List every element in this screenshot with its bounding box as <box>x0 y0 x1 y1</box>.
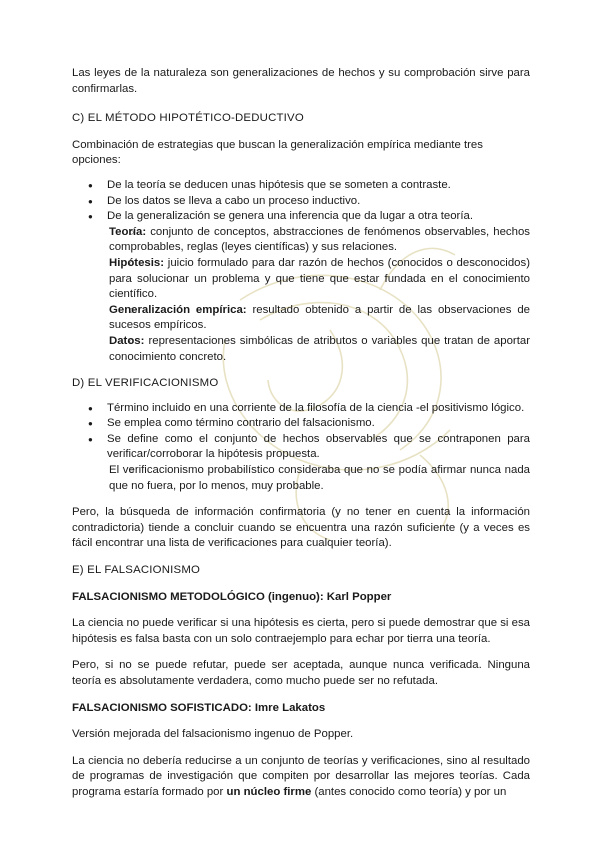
list-item: ● De la teoría se deducen unas hipótesis que se someten a contraste. <box>72 178 530 194</box>
sublist-item <box>72 256 530 303</box>
document-page <box>72 66 530 801</box>
sublist-item <box>72 334 530 365</box>
term-label: Hipótesis: <box>109 256 165 269</box>
list-item <box>72 209 530 365</box>
section-c-sublist <box>107 225 530 365</box>
intro-paragraph: Las leyes de la naturaleza son generalizaciones de hechos y su comprobación sirve para confirmarlas. <box>72 67 530 95</box>
list-item: ● De los datos se lleva a cabo un proceso inductivo. <box>72 194 530 210</box>
lakatos-paragraph-1: Versión mejorada del falsacionismo ingenuo de Popper. <box>72 728 354 741</box>
term-label: Teoría: <box>109 225 147 238</box>
sublist-item <box>72 303 530 334</box>
term-text: juicio formulado para dar razón de hechos (conocidos o desconocidos) para solucionar un problema y que tiene que estar fundada en el conocimiento científico. <box>109 256 530 301</box>
sublist-item: ○ El verificacionismo probabilístico consideraba que no se podía afirmar nunca nada que no fuera, por lo menos, muy probable. <box>72 463 530 494</box>
list-item: ● Se emplea como término contrario del falsacionismo. <box>72 416 530 432</box>
lakatos-subheading: FALSACIONISMO SOFISTICADO: Imre Lakatos <box>72 701 326 714</box>
sublist-item <box>72 225 530 256</box>
section-e-heading: E) EL FALSACIONISMO <box>72 564 201 577</box>
section-c-heading: C) EL MÉTODO HIPOTÉTICO-DEDUCTIVO <box>72 112 304 125</box>
section-d-sublist <box>107 463 530 494</box>
popper-paragraph-2: Pero, si no se puede refutar, puede ser aceptada, aunque nunca verificada. Ninguna teoría es absolutamente verdadera, como mucho puede ser no refutada. <box>72 659 530 687</box>
section-d-list <box>72 401 530 495</box>
term-text: conjunto de conceptos, abstracciones de fenómenos observables, hechos comprobables, reglas (leyes científicas) y sus relaciones. <box>109 225 530 254</box>
paragraph-text: La ciencia no debería reducirse a un conjunto de teorías y verificaciones, sino al resultado de programas de investigación que compiten por desarrollar las mejores teorías. Cada programa estaría formado por <box>72 754 530 798</box>
popper-paragraph-1: La ciencia no puede verificar si una hipótesis es cierta, pero si puede demostrar que si esa hipótesis es falsa basta con un solo contraejemplo para echar por tierra una teoría. <box>72 617 530 645</box>
lakatos-paragraph-2 <box>72 754 530 801</box>
paragraph-text: (antes conocido como teoría) y por un <box>311 785 507 798</box>
section-d-heading: D) EL VERIFICACIONISMO <box>72 377 219 390</box>
term-text: resultado obtenido a partir de las observaciones de sucesos empíricos. <box>109 303 530 332</box>
term-label: Generalización empírica: <box>109 303 247 316</box>
list-item-text: De la generalización se genera una inferencia que da lugar a otra teoría. <box>107 210 474 223</box>
list-item-text: Se define como el conjunto de hechos observables que se contraponen para verificar/corroborar la hipótesis propuesta. <box>107 432 530 461</box>
section-c-list <box>72 178 530 365</box>
section-d-paragraph: Pero, la búsqueda de información confirmatoria (y no tener en cuenta la información contradictoria) tiende a concluir cuando se encuentra una razón suficiente (y a veces es fácil encontrar una lista de verificaciones para cualquier teoría). <box>72 506 530 550</box>
popper-subheading: FALSACIONISMO METODOLÓGICO (ingenuo): Karl Popper <box>72 590 392 603</box>
emphasis-text: un núcleo firme <box>226 785 312 798</box>
list-item <box>72 432 530 494</box>
term-label: Datos: <box>109 334 145 347</box>
list-item: ● Término incluido en una corriente de la filosofía de la ciencia -el positivismo lógico. <box>72 401 530 417</box>
term-text: representaciones simbólicas de atributos o variables que tratan de aportar conocimiento concreto. <box>109 334 530 363</box>
section-c-lead: Combinación de estrategias que buscan la generalización empírica mediante tres opciones: <box>72 138 483 167</box>
